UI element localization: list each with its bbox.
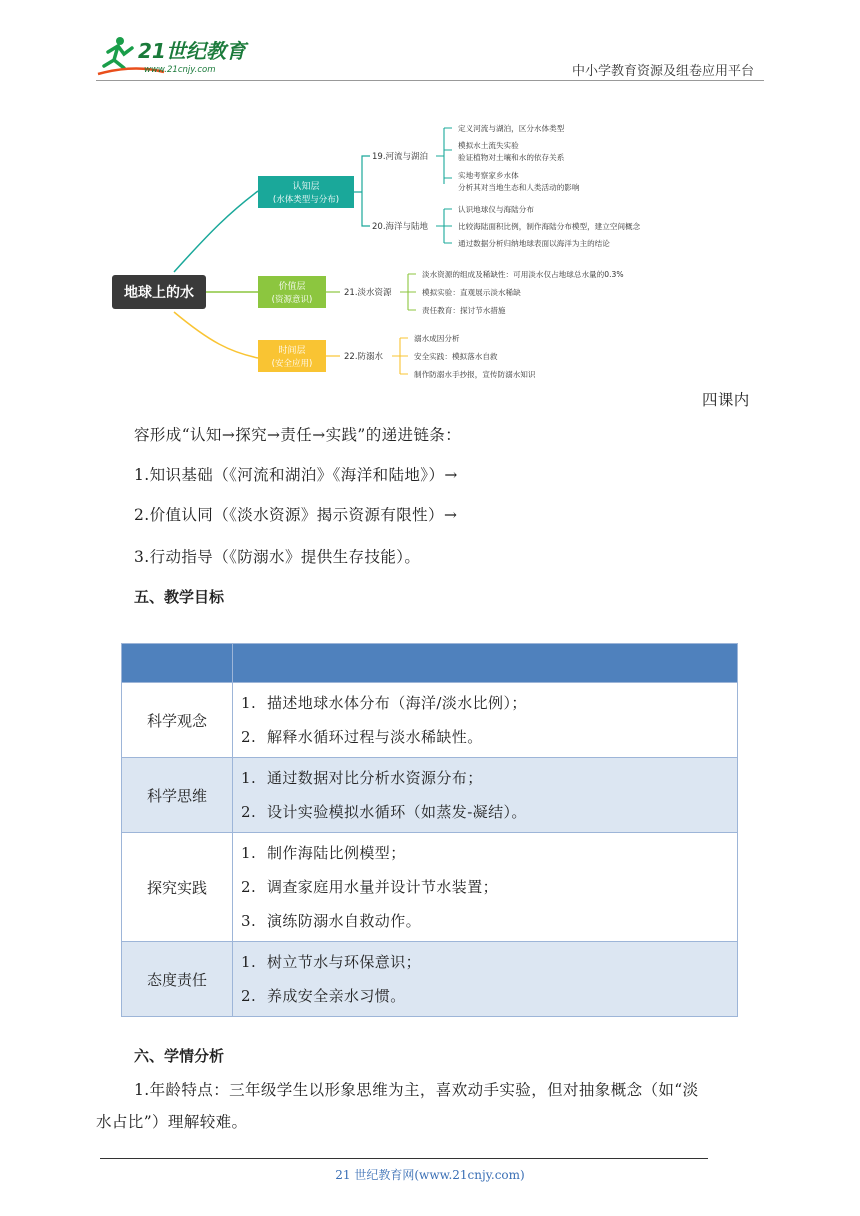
goal-category: 态度责任 xyxy=(122,942,233,1017)
layer-time-subtitle: (安全应用) xyxy=(271,359,313,369)
goal-items xyxy=(233,683,738,758)
logo-text: 21世纪教育 xyxy=(138,39,246,63)
goal-item: 2. 养成安全亲水习惯。 xyxy=(241,987,406,1005)
chain-step-1: 1.知识基础（《河流和湖泊》《海洋和陆地》）→ xyxy=(134,466,458,484)
chain-step-3: 3.行动指导（《防溺水》提供生存技能）。 xyxy=(134,548,421,566)
point-20-3: 通过数据分析归纳地球表面以海洋为主的结论 xyxy=(458,239,610,248)
table-header-row xyxy=(122,644,738,683)
point-19-3: 验证植物对土壤和水的依存关系 xyxy=(458,153,565,162)
point-19-1: 定义河流与湖泊，区分水体类型 xyxy=(458,124,565,133)
layer-cognition-node xyxy=(258,176,354,208)
lesson-21: 21.淡水资源 xyxy=(344,288,392,298)
table-row xyxy=(122,683,738,758)
goal-category: 探究实践 xyxy=(122,833,233,942)
layer-cognition-title: 认知层 xyxy=(292,182,320,192)
goal-item: 1. 树立节水与环保意识； xyxy=(241,953,422,971)
goal-items xyxy=(233,758,738,833)
point-20-1: 认识地球仪与海陆分布 xyxy=(458,205,534,214)
goal-item: 1. 描述地球水体分布（海洋/淡水比例）； xyxy=(241,694,527,712)
goal-item: 1. 制作海陆比例模型； xyxy=(241,844,406,862)
point-19-5: 分析其对当地生态和人类活动的影响 xyxy=(458,183,580,192)
mindmap-root-node xyxy=(112,275,206,309)
layer-value-subtitle: (资源意识) xyxy=(271,295,313,305)
layer-value-title: 价值层 xyxy=(278,282,306,292)
section-heading-goals: 五、教学目标 xyxy=(134,588,225,606)
layer-cognition-subtitle: (水体类型与分布) xyxy=(272,195,340,205)
lesson-20: 20.海洋与陆地 xyxy=(372,222,429,232)
table-row xyxy=(122,833,738,942)
point-22-2: 安全实践：模拟落水自救 xyxy=(414,352,498,361)
mindmap-root-label: 地球上的水 xyxy=(124,285,194,301)
goal-item: 2. 调查家庭用水量并设计节水装置； xyxy=(241,878,499,896)
layer-value-node xyxy=(258,276,326,308)
lesson-19: 19.河流与湖泊 xyxy=(372,152,429,162)
goal-item: 3. 演练防溺水自救动作。 xyxy=(241,912,422,930)
footer-divider xyxy=(100,1158,708,1159)
header-divider xyxy=(96,80,764,81)
lesson-22: 22.防溺水 xyxy=(344,352,384,362)
goal-category: 科学观念 xyxy=(122,683,233,758)
header-platform-name: 中小学教育资源及组卷应用平台 xyxy=(571,64,754,79)
point-20-2: 比较海陆面积比例，制作海陆分布模型，建立空间概念 xyxy=(458,222,641,231)
layer-time-node xyxy=(258,340,326,372)
site-logo xyxy=(94,34,264,78)
goal-item: 2. 设计实验模拟水循环（如蒸发-凝结）。 xyxy=(241,803,527,821)
goal-items xyxy=(233,833,738,942)
point-19-4: 实地考察家乡水体 xyxy=(458,171,519,180)
point-21-3: 责任教育：探讨节水措施 xyxy=(422,306,506,315)
point-22-1: 溺水成因分析 xyxy=(414,334,460,343)
table-header-cell xyxy=(233,644,738,683)
section-heading-analysis: 六、学情分析 xyxy=(134,1047,225,1065)
analysis-line-1: 1.年龄特点：三年级学生以形象思维为主，喜欢动手实验，但对抽象概念（如“淡 xyxy=(134,1081,699,1099)
mindmap-diagram xyxy=(110,112,670,390)
table-row xyxy=(122,758,738,833)
chain-step-2: 2.价值认同（《淡水资源》揭示资源有限性）→ xyxy=(134,506,458,524)
logo-url: www.21cnjy.com xyxy=(144,65,216,75)
table-header-cell xyxy=(122,644,233,683)
paragraph-tail: 四课内 xyxy=(702,391,750,409)
point-21-1: 淡水资源的组成及稀缺性：可用淡水仅占地球总水量的0.3% xyxy=(422,270,624,279)
goal-item: 2. 解释水循环过程与淡水稀缺性。 xyxy=(241,728,483,746)
analysis-line-2: 水占比”）理解较难。 xyxy=(96,1113,248,1131)
goal-item: 1. 通过数据对比分析水资源分布； xyxy=(241,769,483,787)
point-22-3: 制作防溺水手抄报，宣传防溺水知识 xyxy=(414,370,536,379)
table-row xyxy=(122,942,738,1017)
chain-intro: 容形成“认知→探究→责任→实践”的递进链条： xyxy=(134,426,462,444)
point-21-2: 模拟实验：直观展示淡水稀缺 xyxy=(422,288,521,297)
teaching-goals-table xyxy=(121,643,738,1017)
goal-category: 科学思维 xyxy=(122,758,233,833)
footer-text: 21 世纪教育网(www.21cnjy.com) xyxy=(335,1168,525,1182)
layer-time-title: 时间层 xyxy=(278,346,306,356)
root-connectors xyxy=(174,191,258,358)
point-19-2: 模拟水土流失实验 xyxy=(458,141,519,150)
goal-items xyxy=(233,942,738,1017)
